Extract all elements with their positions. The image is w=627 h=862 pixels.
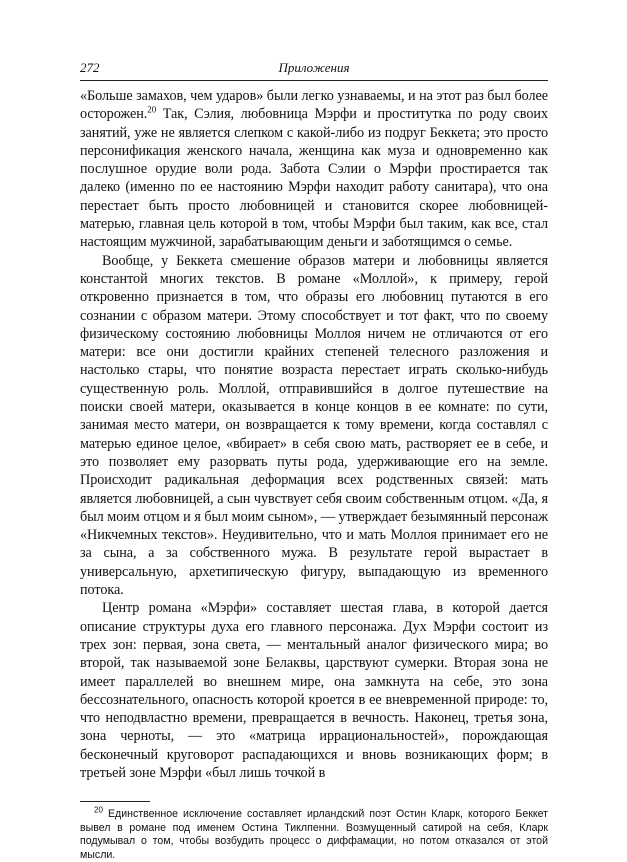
paragraph-1 xyxy=(80,87,548,252)
running-head-title: Приложения xyxy=(278,60,350,75)
footnote xyxy=(80,805,548,862)
paragraph-3: Центр романа «Мэрфи» составляет шестая глава, в которой дается описание структуры духа его главного персонажа. Дух Мэрфи состоит из трех зон: первая, зона света, — ментальный аналог физического мира; во второй, так называемой зоне Белаквы, царствуют сумерки. Вторая зона не имеет параллелей во внешнем мире, она замкнута на себе, это зона бессознательного, опасность которой кроется в ее вневременной природе: то, что неподвластно времени, превращается в вечность. Наконец, третья зона, зона черноты, — это «матрица иррациональностей», порождающая бесконечный круговорот распадающихся и вновь возникающих форм; в третьей зоне Мэрфи «был лишь точкой в xyxy=(80,600,548,781)
footnote-number: 20 xyxy=(94,805,103,815)
footnote-reference[interactable]: 20 xyxy=(147,104,157,115)
paragraph-1-rest: Так, Сэлия, любовница Мэрфи и проститутка по роду своих занятий, уже не является слепком с какой-либо из подруг Беккета; это просто персонификация женского начала, женщина как муза и одновременно как послушное орудие воли рода. Забота Сэлии о Мэрфи простирается так далеко (именно по ее настоянию Мэрфи находит работу санитара), что она перестает быть просто любовницей и становится скорее любовницей-матерью, главная цель которой в том, чтобы Мэрфи был таким, как все, стал настоящим мужчиной, зарабатывающим деньги и заботящимся о семье. xyxy=(80,106,548,251)
running-head xyxy=(80,58,548,81)
paragraph-2: Вообще, у Беккета смешение образов матери и любовницы является константой многих текстов. В романе «Моллой», к примеру, герой откровенно признается в том, что образы его любовниц путаются в его сознании с образом матери. Этому способствует и тот факт, что по своему физическому состоянию любовницы Моллоя ничем не отличаются от его матери: все они достигли крайних степеней телесного разложения и настолько стары, что понятие возраста перестает играть сколько-нибудь существенную роль. Моллой, отправившийся в долгое путешествие на поиски своей матери, оказывается в конце концов в ее комнате: по сути, занимая место матери, он возвращается к тому времени, когда составлял с матерью единое целое, «вбирает» в себя свою мать, растворяет ее в себе, и это позволяет ему разорвать путы рода, удерживающие его на земле. Происходит радикальная деформация всех родственных связей: мать является любовницей, а сын чувствует себя своим собственным отцом. «Да, я был моим отцом и я был моим сыном», — утверждает безымянный персонаж «Никчемных текстов». Неудивительно, что и мать Моллоя принимает его не за сына, а за собственного мужа. В результате герой вырастает в универсальную, архетипическую фигуру, выпадающую из временного потока. xyxy=(80,252,548,599)
footnote-text: Единственное исключение составляет ирландский поэт Остин Кларк, которого Беккет вывел в романе под именем Остина Тиклпенни. Возмущенный сатирой на себя, Кларк подумывал о том, чтобы возбудить процесс о диффамации, но потом отказался от этой мысли. xyxy=(80,808,548,861)
footnote-separator xyxy=(80,801,150,802)
paragraph-1-start: «Больше замахов, чем ударов» были легко узнаваемы, и на этот раз был более осторожен. xyxy=(80,88,548,123)
body-text xyxy=(80,87,548,782)
page-number: 272 xyxy=(80,60,100,75)
book-page xyxy=(80,58,548,862)
